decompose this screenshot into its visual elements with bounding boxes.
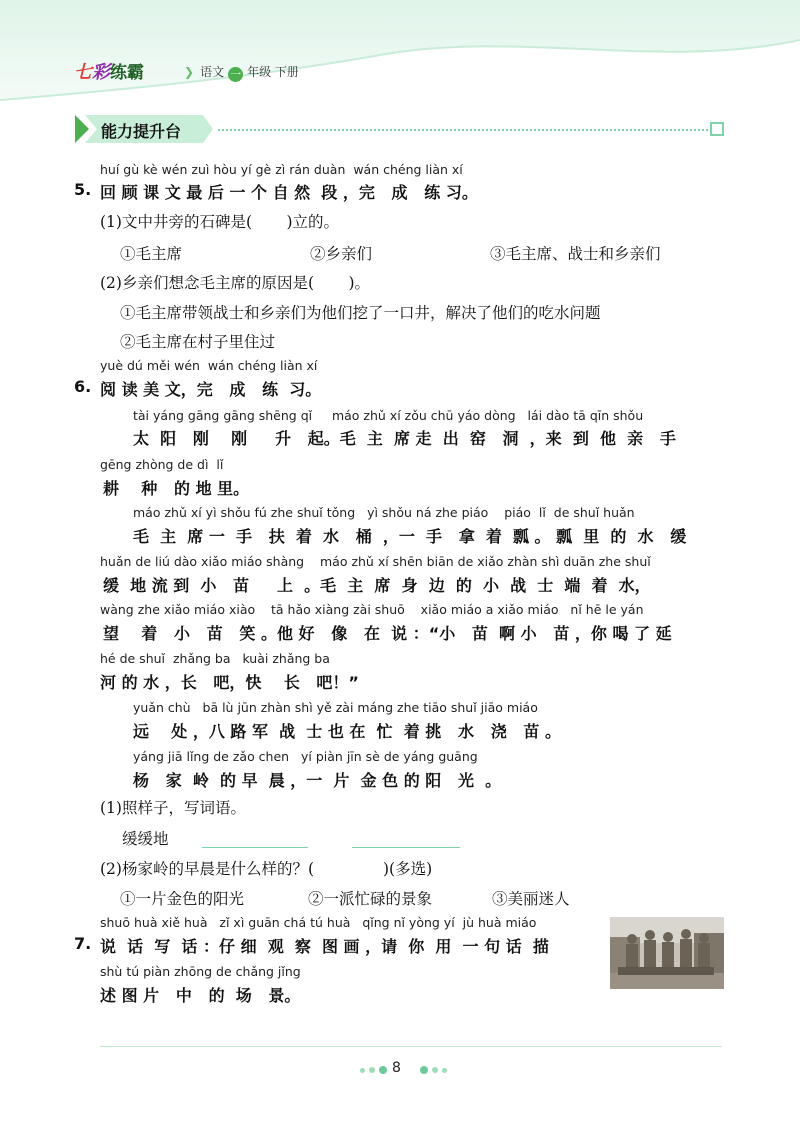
q6-pinyin: yuè dú měi wén wán chéng liàn xí bbox=[100, 358, 318, 373]
passage-pinyin: yáng jiā lǐng de zǎo chen yí piàn jīn sè de yáng guāng bbox=[133, 749, 478, 764]
q5-part1-option-b[interactable]: ②乡亲们 bbox=[310, 245, 373, 263]
q7-line1: 说 话 写 话 ：仔 细 观 察 图 画 ，请 你 用 一 句 话 描 bbox=[100, 937, 549, 956]
answer-line-1[interactable] bbox=[202, 847, 308, 848]
passage-line: 毛 主 席 一 手 扶 着 水 桶 ，一 手 拿 着 瓢 。 瓢 里 的 水 缓 bbox=[133, 527, 687, 546]
section-title bbox=[75, 115, 213, 143]
q6-number: 6. bbox=[74, 377, 92, 396]
grade-badge: 一 bbox=[230, 68, 242, 81]
q5-part2: (2)乡亲们想念毛主席的原因是( )。 bbox=[100, 274, 371, 292]
q7-number: 7. bbox=[74, 934, 92, 953]
passage-line: 耕 种 的 地 里。 bbox=[103, 479, 250, 498]
q5-part1-option-c[interactable]: ③毛主席、战士和乡亲们 bbox=[490, 245, 661, 263]
q5-title: 回 顾 课 文 最 后 一 个 自 然 段 ，完 成 练 习。 bbox=[100, 183, 478, 202]
page-header bbox=[0, 0, 800, 110]
passage-line: 远 处 ，八 路 军 战 士 也 在 忙 着 挑 水 浇 苗 。 bbox=[133, 722, 561, 741]
q6-part2-option-a[interactable]: ①一片金色的阳光 bbox=[120, 890, 245, 908]
passage-pinyin: máo zhǔ xí yì shǒu fú zhe shuǐ tǒng yì shǒu ná zhe piáo piáo lǐ de shuǐ huǎn bbox=[133, 505, 635, 520]
passage-pinyin: gēng zhòng de dì lǐ bbox=[100, 457, 224, 472]
footer-divider bbox=[100, 1046, 722, 1047]
q5-part1-option-a[interactable]: ①毛主席 bbox=[120, 245, 183, 263]
grade-label: 年级 下册 bbox=[247, 65, 299, 79]
q5-number: 5. bbox=[74, 180, 92, 199]
q5-part1: (1)文中井旁的石碑是( )立的。 bbox=[100, 213, 340, 231]
footer-dots-left bbox=[358, 1066, 389, 1074]
passage-pinyin: wàng zhe xiǎo miáo xiào tā hǎo xiàng zài shuō xiǎo miáo a xiǎo miáo nǐ hē le yán bbox=[100, 602, 644, 617]
header-wave-background bbox=[0, 0, 800, 110]
footer-dots-right bbox=[418, 1066, 449, 1074]
subject-label: 语文 bbox=[200, 65, 225, 79]
passage-pinyin: huǎn de liú dào xiǎo miáo shàng máo zhǔ xí shēn biān de xiǎo zhàn shì duān zhe shuǐ bbox=[100, 554, 651, 569]
answer-line-2[interactable] bbox=[352, 847, 460, 848]
section-title-text: 能力提升台 bbox=[101, 122, 182, 141]
breadcrumb bbox=[184, 63, 299, 82]
passage-pinyin: yuǎn chù bā lù jūn zhàn shì yě zài máng zhe tiāo shuǐ jiāo miáo bbox=[133, 700, 538, 715]
q6-part2-option-b[interactable]: ②一派忙碌的景象 bbox=[308, 890, 433, 908]
q6-part1: (1)照样子，写词语。 bbox=[100, 799, 246, 817]
q5-part2-option-b[interactable]: ②毛主席在村子里住过 bbox=[120, 333, 276, 351]
q5-pinyin: huí gù kè wén zuì hòu yí gè zì rán duàn wán chéng liàn xí bbox=[100, 162, 463, 177]
passage-line: 太 阳 刚 刚 升 起。毛 主 席 走 出 窑 洞 ，来 到 他 亲 手 bbox=[133, 429, 676, 448]
passage-line: 杨 家 岭 的 早 晨 ，一 片 金 色 的 阳 光 。 bbox=[133, 771, 502, 790]
passage-line: 缓 地 流 到 小 苗 上 。毛 主 席 身 边 的 小 战 士 端 着 水， bbox=[103, 576, 651, 595]
passage-line: 望 着 小 苗 笑 。他 好 像 在 说 ：“小 苗 啊 小 苗 ，你 喝 了 延 bbox=[103, 624, 672, 643]
q6-part2: (2)杨家岭的早晨是什么样的？( )(多选) bbox=[100, 860, 433, 878]
section-divider-end bbox=[710, 122, 724, 136]
passage-pinyin: hé de shuǐ zhǎng ba kuài zhǎng ba bbox=[100, 651, 330, 666]
chevron-right-icon: ❯ bbox=[184, 65, 195, 79]
section-divider bbox=[218, 129, 708, 131]
q7-line2: 述 图 片 中 的 场 景。 bbox=[100, 986, 301, 1005]
q6-part2-option-c[interactable]: ③美丽迷人 bbox=[492, 890, 570, 908]
brand-logo: 七彩练霸 bbox=[74, 62, 144, 83]
page-number: 8 bbox=[392, 1060, 401, 1076]
q6-title: 阅 读 美 文，完 成 练 习。 bbox=[100, 380, 322, 399]
q7-pinyin: shuō huà xiě huà zǐ xì guān chá tú huà qǐng nǐ yòng yí jù huà miáo bbox=[100, 915, 537, 930]
q7-pinyin-2: shù tú piàn zhōng de chǎng jǐng bbox=[100, 964, 301, 979]
q6-part1-example: 缓缓地 bbox=[122, 830, 169, 848]
statue-group-photo bbox=[610, 917, 724, 989]
passage-pinyin: tài yáng gāng gāng shēng qǐ máo zhǔ xí zǒu chū yáo dòng lái dào tā qīn shǒu bbox=[133, 408, 644, 423]
passage-line: 河 的 水 ，长 吧，快 长 吧！” bbox=[100, 673, 359, 692]
q5-part2-option-a[interactable]: ①毛主席带领战士和乡亲们为他们挖了一口井，解决了他们的吃水问题 bbox=[120, 304, 601, 322]
